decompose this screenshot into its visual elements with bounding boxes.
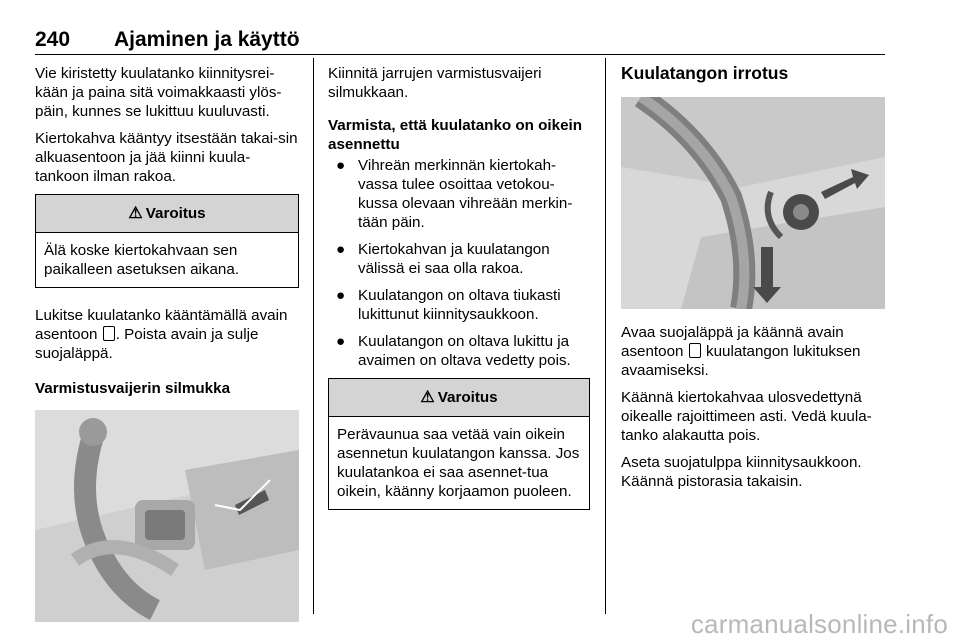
warning-triangle-icon: ⚠ [128, 205, 143, 222]
paragraph-part: . Poista avain ja sulje suojaläppä. [35, 326, 259, 362]
paragraph-part: kuulatangon lukituksen avaamiseksi. [621, 343, 861, 379]
list-item-text: Kuulatangon on oltava lukittu ja avaimen on oltava vedetty pois. [358, 333, 571, 369]
column-divider [313, 58, 314, 614]
warning-text: Perävaunua saa vetää vain oikein asennetun kuulatangon kanssa. Jos kuulatankoa ei saa asennet-tua oikein, käänny korjaamon puoleen. [337, 426, 580, 500]
list-item-text: Kiertokahvan ja kuulatangon välissä ei saa olla rakoa. [358, 241, 550, 277]
list-item [328, 156, 590, 232]
paragraph-part: Lukitse kuulatanko kääntämällä avain asentoon [35, 307, 288, 343]
warning-title: Varoitus [145, 205, 206, 222]
bold-paragraph: Varmista, että kuulatanko on oikein asennettu [328, 117, 583, 153]
section-heading: Kuulatangon irrotus [621, 63, 789, 83]
bullet-icon: ● [336, 241, 346, 258]
list-item [328, 332, 590, 370]
paragraph [35, 306, 299, 363]
bullet-icon: ● [336, 287, 346, 304]
warning-box [35, 194, 299, 288]
page-number: 240 [35, 28, 71, 51]
section-title: Ajaminen ja käyttö [114, 28, 300, 51]
list-item [328, 286, 590, 324]
subheading: Varmistusvaijerin silmukka [35, 380, 231, 397]
key-locked-icon [103, 326, 115, 341]
towbar-removal-illustration [621, 97, 885, 309]
list-item [328, 240, 590, 278]
bullet-icon: ● [336, 157, 346, 174]
key-unlocked-icon [689, 343, 701, 358]
column-divider [605, 58, 606, 614]
paragraph: Kiinnitä jarrujen varmistusvaijeri silmukkaan. [328, 65, 542, 101]
paragraph: Kiertokahva kääntyy itsestään takai-sin alkuasentoon ja jää kiinni kuula-tankoon ilman rakoa. [35, 130, 298, 185]
header-rule [35, 54, 885, 55]
list-item-text: Kuulatangon on oltava tiukasti lukittunut kiinnitysaukkoon. [358, 287, 561, 323]
paragraph-part: Avaa suojaläppä ja käännä avain asentoon [621, 324, 844, 360]
bullet-icon: ● [336, 333, 346, 350]
paragraph: Vie kiristetty kuulatanko kiinnitysrei-kään ja paina sitä voimakkaasti ylös-päin, kunnes se lukittuu kuuluvasti. [35, 65, 282, 120]
safety-cable-eyelet-illustration [35, 410, 299, 622]
column-2 [328, 64, 590, 528]
paragraph [621, 323, 887, 380]
paragraph: Käännä kiertokahvaa ulosvedettynä oikealle rajoittimeen asti. Vedä kuula-tanko alakautta pois. [621, 389, 872, 444]
warning-box [328, 378, 590, 510]
warning-text: Älä koske kiertokahvaan sen paikalleen asetuksen aikana. [44, 242, 240, 278]
warning-triangle-icon: ⚠ [420, 389, 435, 406]
warning-header [36, 195, 298, 233]
column-3 [621, 64, 887, 499]
warning-header [329, 379, 589, 417]
bullet-list [328, 156, 590, 370]
paragraph: Aseta suojatulppa kiinnitysaukkoon. Käännä pistorasia takaisin. [621, 454, 862, 490]
watermark: carmanualsonline.info [690, 609, 948, 639]
warning-title: Varoitus [437, 389, 498, 406]
list-item-text: Vihreän merkinnän kiertokah-vassa tulee osoittaa vetokou-kussa olevaan vihreään merkin-tään päin. [358, 157, 573, 231]
column-1 [35, 64, 299, 622]
